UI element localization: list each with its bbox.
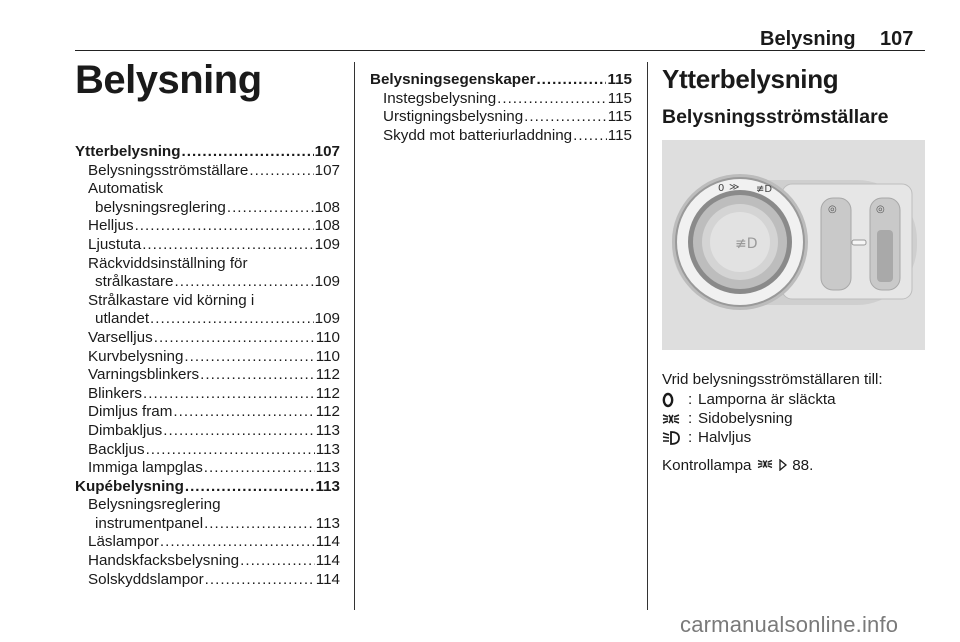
toc-entry-text: Immiga lampglas xyxy=(88,459,203,477)
side-light-icon xyxy=(662,409,688,428)
toc-page-number: 113 xyxy=(315,421,340,439)
running-header-title: Belysning xyxy=(760,28,856,50)
toc-entry[interactable] xyxy=(75,533,340,552)
section-subtitle: Belysningsströmställare xyxy=(662,106,889,128)
legend-text: Lamporna är släckta xyxy=(698,391,836,408)
toc-page-number: 110 xyxy=(315,328,340,346)
toc-leader-dots xyxy=(146,441,315,460)
toc-entry[interactable] xyxy=(75,403,340,422)
toc-page-number: 115 xyxy=(607,108,632,126)
toc-page-number: 113 xyxy=(315,440,340,458)
toc-entry-text: Belysningsegenskaper xyxy=(370,71,536,88)
page-number: 107 xyxy=(880,28,914,50)
control-indicator-text xyxy=(662,456,813,475)
section-title: Ytterbelysning xyxy=(662,64,839,94)
svg-text:◎: ◎ xyxy=(828,204,837,215)
svg-text:≢D: ≢D xyxy=(756,184,773,195)
legend-text: Sidobelysning xyxy=(698,410,793,427)
toc-entry-heading: Automatisk xyxy=(88,180,164,198)
toc-leader-dots xyxy=(160,533,315,552)
toc-leader-dots xyxy=(182,143,314,162)
toc-entry-text: strålkastare xyxy=(95,273,174,291)
toc-entry-text: Helljus xyxy=(88,217,134,235)
toc-entry[interactable] xyxy=(75,515,340,534)
toc-leader-dots xyxy=(536,71,606,90)
toc-column-2 xyxy=(370,71,632,145)
toc-page-number: 112 xyxy=(315,366,340,384)
svg-text:≢D: ≢D xyxy=(735,236,758,252)
toc-entry-heading: Strålkastare vid körning i xyxy=(88,291,255,309)
legend-text: Halvljus xyxy=(698,429,752,446)
toc-page-number: 109 xyxy=(314,310,340,328)
toc-page-number: 107 xyxy=(314,161,340,179)
toc-entry[interactable] xyxy=(75,199,340,218)
toc-leader-dots xyxy=(173,403,314,422)
toc-leader-dots xyxy=(200,366,315,385)
toc-leader-dots xyxy=(524,108,607,127)
watermark: carmanualsonline.info xyxy=(680,612,899,637)
toc-page-number: 110 xyxy=(315,347,340,365)
toc-section-entry[interactable] xyxy=(75,143,340,162)
toc-page-number: 114 xyxy=(315,552,340,570)
legend-row-low-beam: : Halvljus xyxy=(662,428,836,447)
toc-entry-heading: Belysningsreglering xyxy=(88,496,221,514)
zero-position-icon xyxy=(662,390,688,409)
toc-entry-text: Dimljus fram xyxy=(88,403,173,421)
toc-entry-text: Blinkers xyxy=(88,384,143,402)
toc-entry-text: Urstigningsbelysning xyxy=(383,108,524,126)
toc-leader-dots xyxy=(184,348,314,367)
toc-entry-text: Varselljus xyxy=(88,328,153,346)
toc-leader-dots xyxy=(143,385,315,404)
column-divider xyxy=(647,62,648,610)
toc-page-number: 112 xyxy=(315,403,340,421)
toc-entry[interactable] xyxy=(75,552,340,571)
toc-page-number: 113 xyxy=(315,514,340,532)
toc-entry[interactable] xyxy=(75,385,340,404)
toc-entry-text: Solskyddslampor xyxy=(88,570,204,588)
toc-page-number: 113 xyxy=(315,477,340,495)
toc-entry-text: Kupébelysning xyxy=(75,477,184,495)
toc-entry[interactable] xyxy=(370,127,632,146)
toc-column-1 xyxy=(75,143,340,589)
toc-entry-text: Belysningsströmställare xyxy=(88,161,249,179)
toc-page-number: 113 xyxy=(315,459,340,477)
toc-entry[interactable] xyxy=(75,422,340,441)
toc-entry-text: Ytterbelysning xyxy=(75,143,181,160)
toc-entry[interactable] xyxy=(75,273,340,292)
toc-page-number: 109 xyxy=(314,273,340,291)
side-light-icon xyxy=(756,457,774,471)
legend-row-off: : Lamporna är släckta xyxy=(662,390,836,409)
toc-entry-heading: Räckviddsinställning för xyxy=(88,254,248,272)
toc-leader-dots xyxy=(175,273,314,292)
toc-leader-dots xyxy=(249,162,313,181)
toc-entry-text: Varningsblinkers xyxy=(88,366,200,384)
toc-entry[interactable] xyxy=(370,108,632,127)
column-divider xyxy=(354,62,355,610)
toc-entry[interactable] xyxy=(75,217,340,236)
toc-entry-text: Läslampor xyxy=(88,533,159,551)
toc-entry-text: Instegsbelysning xyxy=(383,89,497,107)
toc-section-entry[interactable] xyxy=(370,71,632,90)
toc-entry[interactable] xyxy=(75,441,340,460)
toc-page-number: 112 xyxy=(315,384,340,402)
header-rule xyxy=(75,50,925,51)
toc-page-number: 107 xyxy=(314,143,340,160)
low-beam-icon xyxy=(662,428,688,447)
toc-leader-dots xyxy=(240,552,315,571)
intro-text: Vrid belysningsströmställaren till: xyxy=(662,371,883,388)
toc-page-number: 115 xyxy=(607,71,632,88)
toc-entry[interactable] xyxy=(370,90,632,109)
toc-entry[interactable] xyxy=(75,366,340,385)
toc-entry[interactable] xyxy=(75,348,340,367)
toc-section-entry[interactable] xyxy=(75,478,340,497)
toc-leader-dots xyxy=(154,329,315,348)
toc-entry[interactable] xyxy=(75,571,340,590)
toc-leader-dots xyxy=(150,310,314,329)
toc-leader-dots xyxy=(497,90,607,109)
svg-text:0: 0 xyxy=(718,183,725,194)
toc-entry[interactable] xyxy=(75,329,340,348)
page-title: Belysning xyxy=(75,58,262,102)
toc-entry-text: Skydd mot batteriurladdning xyxy=(383,126,573,144)
toc-leader-dots xyxy=(142,236,313,255)
svg-text:≫: ≫ xyxy=(729,182,740,193)
toc-entry-text: utlandet xyxy=(95,310,150,328)
toc-entry[interactable] xyxy=(75,236,340,255)
toc-page-number: 115 xyxy=(607,126,632,144)
page-reference-arrow-icon xyxy=(778,457,788,469)
toc-entry-text: Handskfacksbelysning xyxy=(88,552,240,570)
toc-entry-text: Dimbakljus xyxy=(88,421,163,439)
toc-page-number: 108 xyxy=(314,198,340,216)
toc-page-number: 109 xyxy=(314,235,340,253)
toc-page-number: 115 xyxy=(607,89,632,107)
toc-page-number: 108 xyxy=(314,217,340,235)
toc-page-number: 114 xyxy=(315,533,340,551)
legend-row-side-light: : Sidobelysning xyxy=(662,409,836,428)
light-switch-photo xyxy=(662,140,925,350)
toc-leader-dots xyxy=(205,571,315,590)
toc-leader-dots xyxy=(185,478,315,497)
toc-entry-text: Backljus xyxy=(88,440,145,458)
toc-leader-dots xyxy=(204,459,315,478)
control-page-ref: 88. xyxy=(792,457,814,474)
svg-text:◎: ◎ xyxy=(876,204,885,215)
toc-page-number: 114 xyxy=(315,570,340,588)
toc-entry-text: instrumentpanel xyxy=(95,514,204,532)
toc-entry-text: Kurvbelysning xyxy=(88,347,184,365)
toc-entry-text: belysningsreglering xyxy=(95,198,226,216)
toc-entry-text: Ljustuta xyxy=(88,235,142,253)
toc-leader-dots xyxy=(135,217,314,236)
toc-leader-dots xyxy=(227,199,314,218)
toc-entry[interactable] xyxy=(75,162,340,181)
control-prefix: Kontrollampa xyxy=(662,457,752,474)
toc-leader-dots xyxy=(573,127,607,146)
toc-entry[interactable] xyxy=(75,459,340,478)
switch-position-legend xyxy=(662,390,836,447)
toc-leader-dots xyxy=(163,422,315,441)
toc-entry[interactable] xyxy=(75,310,340,329)
toc-leader-dots xyxy=(204,515,315,534)
